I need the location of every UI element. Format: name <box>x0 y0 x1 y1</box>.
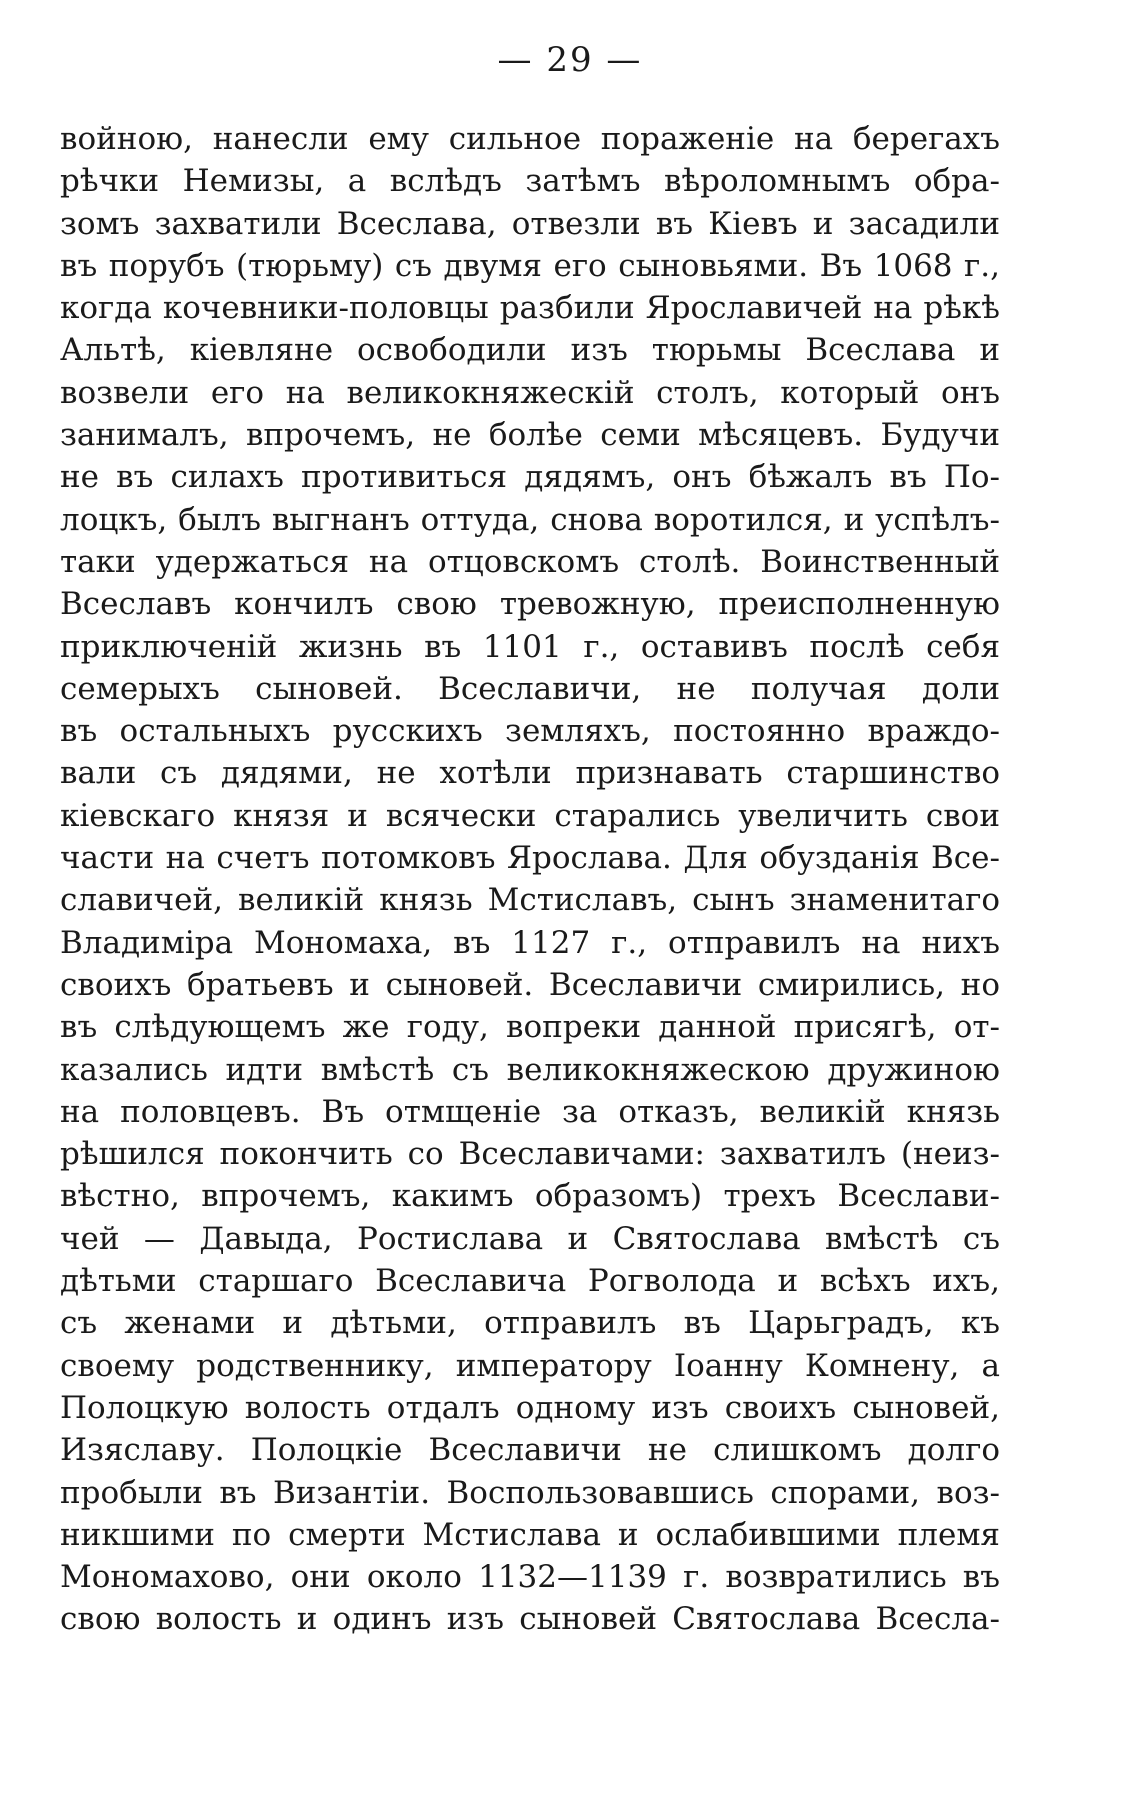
text-line: приключеній жизнь въ 1101 г., оставивъ послѣ себя <box>60 628 1000 665</box>
page-number: — 29 — <box>497 40 643 80</box>
text-line: свою волость и одинъ изъ сыновей Святослава Всесла- <box>60 1601 1000 1638</box>
text-line: вѣстно, впрочемъ, какимъ образомъ) трехъ Всеслави- <box>60 1178 1000 1215</box>
text-line: занималъ, впрочемъ, не болѣе семи мѣсяцевъ. Будучи <box>60 417 1000 454</box>
text-line: когда кочевники-половцы разбили Ярославичей на рѣкѣ <box>60 290 1000 327</box>
text-line: семерыхъ сыновей. Всеславичи, не получая доли <box>60 670 1000 707</box>
text-line: кіевскаго князя и всячески старались увеличить свои <box>60 797 1000 834</box>
text-line: съ женами и дѣтьми, отправилъ въ Царьградъ, къ <box>60 1305 1000 1342</box>
text-line: чей — Давыда, Ростислава и Святослава вмѣстѣ съ <box>60 1220 1000 1257</box>
text-line: Полоцкую волость отдалъ одному изъ своихъ сыновей, <box>60 1389 1000 1426</box>
text-line: никшими по смерти Мстислава и ослабившими племя <box>60 1516 1000 1553</box>
text-line: славичей, великій князь Мстиславъ, сынъ знаменитаго <box>60 882 1000 919</box>
text-line: на половцевъ. Въ отмщеніе за отказъ, великій князь <box>60 1093 1000 1130</box>
text-line: Мономахово, они около 1132—1139 г. возвратились въ <box>60 1559 1000 1596</box>
text-line: таки удержаться на отцовскомъ столѣ. Воинственный <box>60 543 1000 580</box>
text-line: лоцкъ, былъ выгнанъ оттуда, снова воротился, и успѣлъ- <box>60 501 1000 538</box>
text-line: зомъ захватили Всеслава, отвезли въ Кіевъ и засадили <box>60 205 1000 242</box>
text-line: войною, нанесли ему сильное пораженіе на берегахъ <box>60 121 1000 157</box>
text-line: пробыли въ Византіи. Воспользовавшись спорами, воз- <box>60 1474 1000 1511</box>
text-line: вали съ дядями, не хотѣли признавать старшинство <box>60 755 1000 792</box>
text-line: Всеславъ кончилъ свою тревожную, преисполненную <box>60 586 1000 623</box>
text-line: Владиміра Мономаха, въ 1127 г., отправилъ на нихъ <box>60 924 1000 961</box>
text-line: казались идти вмѣстѣ съ великокняжескою дружиною <box>60 1051 1000 1088</box>
body-text <box>60 118 1000 1641</box>
text-line: не въ силахъ противиться дядямъ, онъ бѣжалъ въ По- <box>60 459 1000 496</box>
text-line: рѣчки Немизы, а вслѣдъ затѣмъ вѣроломнымъ обра- <box>60 163 1000 200</box>
text-line: въ порубъ (тюрьму) съ двумя его сыновьями. Въ 1068 г., <box>60 247 1000 284</box>
text-line: рѣшился покончить со Всеславичами: захватилъ (неиз- <box>60 1136 1000 1173</box>
text-line: своему родственнику, императору Іоанну Комнену, а <box>60 1347 1000 1384</box>
text-line: возвели его на великокняжескій столъ, который онъ <box>60 374 1000 411</box>
text-line: въ остальныхъ русскихъ земляхъ, постоянно враждо- <box>60 713 1000 750</box>
text-line: дѣтьми старшаго Всеславича Рогволода и всѣхъ ихъ, <box>60 1263 1000 1300</box>
text-line: Альтѣ, кіевляне освободили изъ тюрьмы Всеслава и <box>60 332 1000 369</box>
text-line: части на счетъ потомковъ Ярослава. Для обузданія Все- <box>60 840 1000 877</box>
text-line: Изяславу. Полоцкіе Всеславичи не слишкомъ долго <box>60 1432 1000 1469</box>
text-line: въ слѣдующемъ же году, вопреки данной присягѣ, от- <box>60 1009 1000 1046</box>
text-line: своихъ братьевъ и сыновей. Всеславичи смирились, но <box>60 966 1000 1003</box>
